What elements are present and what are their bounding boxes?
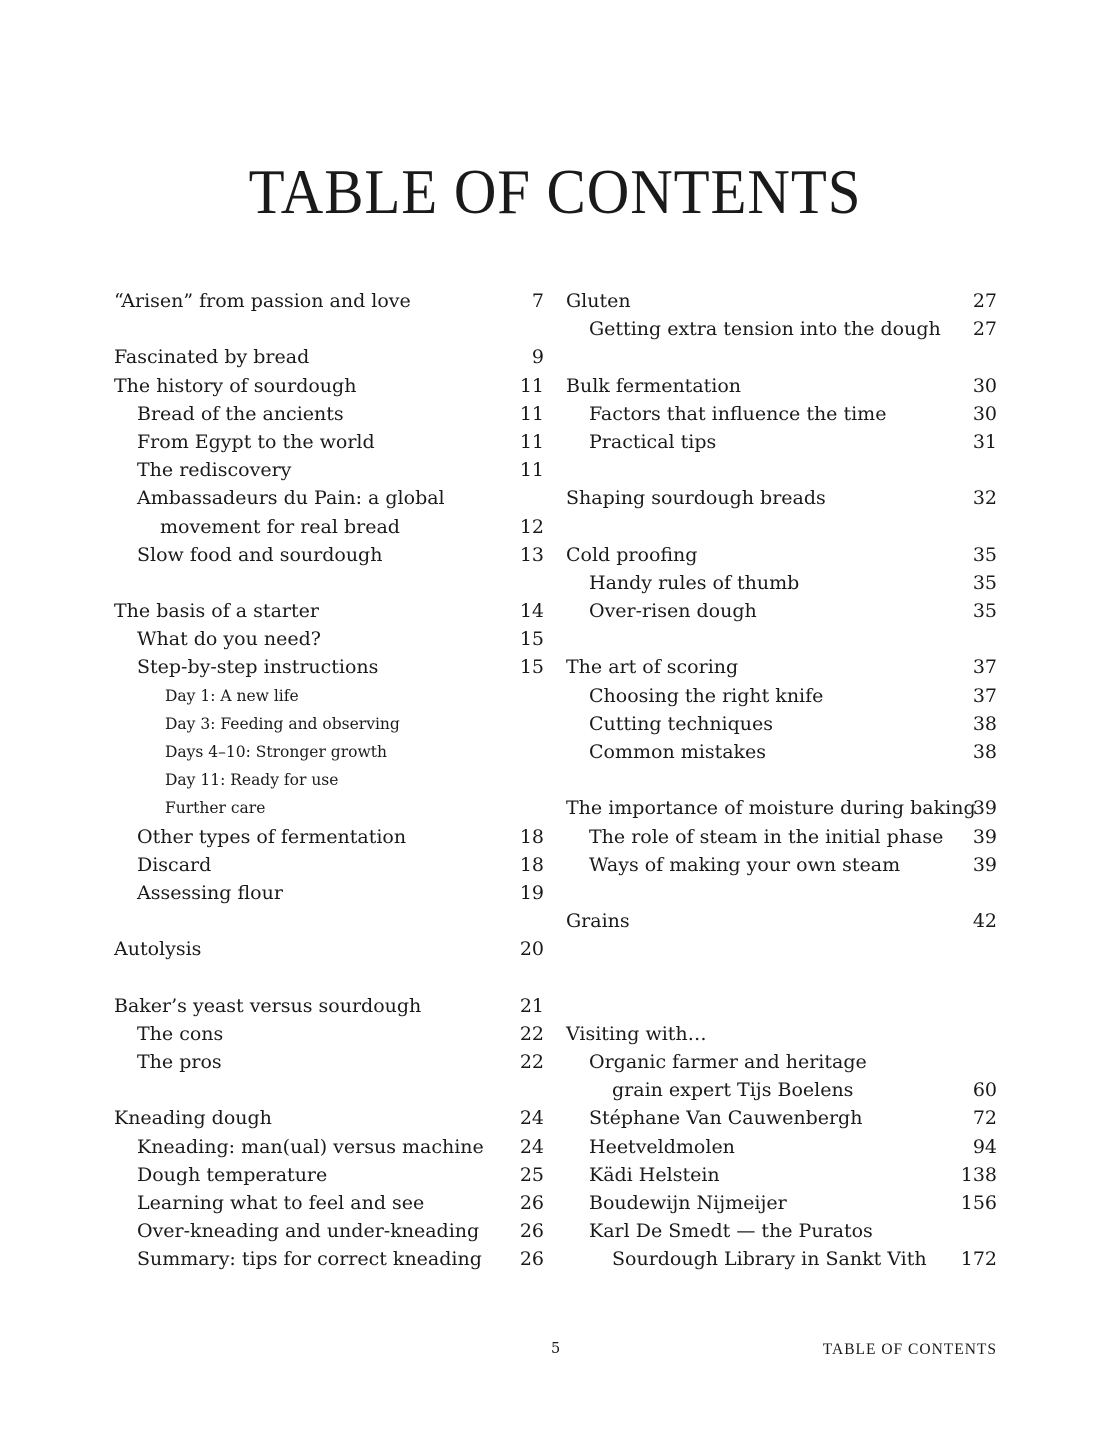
toc-entry-label: The art of scoring: [566, 656, 739, 679]
page-title: TABLE OF CONTENTS: [248, 155, 862, 227]
toc-spacer: [566, 513, 997, 541]
toc-entry: [114, 597, 544, 625]
toc-entry-label: Autolysis: [114, 938, 202, 961]
toc-entry-label: Ways of making your own steam: [589, 853, 901, 876]
toc-right-column: [566, 287, 997, 1274]
toc-spacer: [566, 964, 997, 992]
toc-entry: [566, 287, 997, 315]
toc-entry-page: 18: [519, 825, 544, 848]
toc-entry-page: 22: [519, 1022, 544, 1045]
toc-entry-label: Learning what to feel and see: [137, 1192, 425, 1214]
toc-entry-label: The history of sourdough: [114, 374, 357, 397]
toc-entry-label: Day 1: A new life: [165, 686, 299, 705]
toc-spacer: [114, 1076, 544, 1104]
toc-entry-label: Assessing flour: [137, 881, 283, 904]
toc-entry-label: Over-kneading and under-kneading: [137, 1220, 480, 1243]
toc-spacer: [566, 992, 997, 1020]
toc-entry: [566, 428, 997, 456]
toc-entry-page: 94: [972, 1135, 997, 1158]
toc-entry-page: 38: [972, 741, 997, 763]
footer-running-title: TABLE OF CONTENTS: [822, 1341, 997, 1358]
toc-entry: [114, 1104, 544, 1132]
toc-entry: [114, 1020, 544, 1048]
toc-entry-page: 72: [972, 1107, 997, 1130]
toc-entry-label: The importance of moisture during baking: [566, 797, 976, 820]
toc-entry: [114, 992, 544, 1020]
toc-entry: [114, 653, 544, 681]
toc-entry-label: Dough temperature: [137, 1163, 328, 1186]
toc-entry: [114, 851, 544, 879]
toc-entry: [566, 484, 997, 512]
toc-entry-page: 26: [519, 1192, 544, 1214]
toc-entry: [566, 1189, 997, 1217]
toc-entry-page: 156: [960, 1192, 997, 1214]
toc-entry: [114, 1189, 544, 1217]
toc-entry-label: Summary: tips for correct kneading: [137, 1248, 482, 1271]
toc-entry-label: Stéphane Van Cauwenbergh: [589, 1107, 863, 1130]
toc-entry: [566, 315, 997, 343]
toc-entry-label: Heetveldmolen: [589, 1135, 735, 1158]
toc-left-column: [114, 287, 544, 1274]
toc-entry: [114, 794, 544, 822]
toc-entry-label: The basis of a starter: [114, 600, 319, 623]
toc-entry: [114, 541, 544, 569]
toc-entry: [566, 738, 997, 766]
toc-entry: [566, 1020, 997, 1048]
toc-spacer: [114, 569, 544, 597]
toc-entry-label: Kneading dough: [114, 1107, 272, 1130]
toc-entry-label: movement for real bread: [160, 515, 400, 538]
toc-entry-page: 39: [972, 797, 997, 820]
toc-entry: [566, 682, 997, 710]
toc-entry: [114, 879, 544, 907]
toc-entry-label: Step-by-step instructions: [137, 656, 379, 679]
toc-entry-label: Common mistakes: [589, 741, 767, 763]
toc-entry-label: Slow food and sourdough: [137, 543, 383, 566]
toc-entry-page: 138: [960, 1163, 997, 1186]
footer-page-number: 5: [551, 1341, 561, 1357]
toc-entry-label: From Egypt to the world: [137, 430, 375, 453]
toc-entry-label: Baker’s yeast versus sourdough: [114, 994, 422, 1017]
toc-entry-label: The cons: [137, 1022, 224, 1045]
toc-entry-label: Handy rules of thumb: [589, 571, 800, 594]
toc-entry: [114, 738, 544, 766]
toc-entry: [566, 1161, 997, 1189]
toc-entry: [566, 400, 997, 428]
toc-entry-page: 24: [519, 1107, 544, 1130]
toc-entry-label: Sourdough Library in Sankt Vith: [612, 1248, 927, 1271]
toc-entry-page: 42: [972, 910, 997, 933]
toc-entry: [566, 1245, 997, 1273]
toc-entry: [114, 1048, 544, 1076]
toc-entry-page: 7: [531, 290, 544, 312]
toc-entry: [114, 766, 544, 794]
toc-entry-label: grain expert Tijs Boelens: [612, 1079, 854, 1102]
toc-entry-label: Grains: [566, 910, 630, 933]
toc-entry: [566, 907, 997, 935]
toc-entry-label: The role of steam in the initial phase: [589, 825, 944, 848]
toc-entry-label: Other types of fermentation: [137, 825, 407, 848]
toc-entry: [114, 1133, 544, 1161]
toc-entry-label: Cold proofing: [566, 543, 698, 566]
toc-entry: [114, 400, 544, 428]
toc-entry-page: 60: [972, 1079, 997, 1102]
toc-entry-label: Over-risen dough: [589, 600, 757, 623]
toc-spacer: [114, 315, 544, 343]
toc-entry: [114, 935, 544, 963]
toc-entry-label: Bread of the ancients: [137, 402, 344, 425]
toc-entry: [566, 1048, 997, 1076]
toc-spacer: [566, 456, 997, 484]
toc-entry: [114, 456, 544, 484]
toc-entry-page: 22: [519, 1051, 544, 1074]
toc-entry-label: Discard: [137, 853, 212, 876]
toc-entry-page: 26: [519, 1248, 544, 1271]
toc-entry-label: What do you need?: [137, 628, 321, 651]
toc-entry-page: 35: [972, 543, 997, 566]
toc-entry-page: 11: [519, 374, 544, 397]
toc-entry-label: Factors that influence the time: [589, 402, 887, 425]
toc-entry: [566, 823, 997, 851]
toc-entry-page: 15: [519, 628, 544, 651]
toc-entry-label: Organic farmer and heritage: [589, 1051, 867, 1074]
toc-entry-page: 37: [972, 656, 997, 679]
toc-entry-label: Day 3: Feeding and observing: [165, 714, 400, 733]
toc-entry-page: 24: [519, 1135, 544, 1158]
toc-spacer: [566, 766, 997, 794]
toc-entry: [114, 1161, 544, 1189]
toc-entry-page: 27: [972, 318, 997, 341]
toc-entry-page: 39: [972, 853, 997, 876]
toc-entry-label: Choosing the right knife: [589, 684, 824, 707]
toc-entry-label: Further care: [165, 799, 266, 818]
toc-entry-page: 35: [972, 571, 997, 594]
toc-entry: [114, 625, 544, 653]
toc-spacer: [566, 343, 997, 371]
toc-entry: [114, 513, 544, 541]
toc-entry-page: 32: [972, 487, 997, 510]
toc-spacer: [566, 625, 997, 653]
toc-entry-label: Karl De Smedt — the Puratos: [589, 1220, 873, 1243]
toc-entry-page: 12: [519, 515, 544, 538]
toc-entry-label: Shaping sourdough breads: [566, 487, 826, 510]
toc-entry-page: 27: [972, 290, 997, 312]
toc-entry: [566, 541, 997, 569]
toc-entry: [114, 710, 544, 738]
toc-entry-page: 39: [972, 825, 997, 848]
toc-entry-label: The pros: [137, 1051, 222, 1074]
toc-entry-page: 26: [519, 1220, 544, 1243]
toc-entry-page: 30: [972, 374, 997, 397]
toc-entry: [114, 343, 544, 371]
toc-entry-page: 35: [972, 600, 997, 623]
toc-entry: [114, 682, 544, 710]
toc-entry: [114, 484, 544, 512]
toc-entry: [566, 1104, 997, 1132]
toc-entry-label: Practical tips: [589, 430, 717, 453]
toc-entry-label: Boudewijn Nijmeijer: [589, 1192, 787, 1214]
toc-entry-label: “Arisen” from passion and love: [114, 290, 411, 312]
toc-entry: [566, 794, 997, 822]
toc-entry-label: Kädi Helstein: [589, 1163, 720, 1186]
toc-entry: [566, 1133, 997, 1161]
toc-entry-page: 15: [519, 656, 544, 679]
toc-entry: [566, 851, 997, 879]
toc-entry: [566, 372, 997, 400]
toc-entry-page: 18: [519, 853, 544, 876]
toc-entry: [114, 372, 544, 400]
toc-entry: [114, 1245, 544, 1273]
toc-entry-page: 20: [519, 938, 544, 961]
toc-entry: [566, 653, 997, 681]
toc-entry: [566, 1217, 997, 1245]
toc-entry-page: 21: [519, 994, 544, 1017]
toc-entry-page: 14: [519, 600, 544, 623]
toc-entry-page: 11: [519, 459, 544, 482]
toc-entry-label: Cutting techniques: [589, 712, 774, 735]
toc-entry-page: 30: [972, 402, 997, 425]
toc-entry-label: The rediscovery: [137, 459, 292, 482]
toc-entry-page: 37: [972, 684, 997, 707]
toc-entry: [566, 1076, 997, 1104]
toc-entry: [566, 569, 997, 597]
toc-spacer: [566, 879, 997, 907]
toc-entry-label: Gluten: [566, 290, 631, 312]
toc-entry-label: Days 4–10: Stronger growth: [165, 743, 387, 761]
toc-spacer: [114, 964, 544, 992]
toc-entry-page: 9: [531, 346, 544, 369]
toc-entry-page: 172: [960, 1248, 997, 1271]
toc-entry: [566, 597, 997, 625]
toc-entry-label: Ambassadeurs du Pain: a global: [137, 487, 445, 510]
toc-entry-page: 19: [519, 881, 544, 904]
toc-entry-page: 38: [972, 712, 997, 735]
toc-entry-page: 25: [519, 1163, 544, 1186]
toc-entry-page: 11: [519, 430, 544, 453]
toc-entry-page: 13: [519, 543, 544, 566]
toc-entry: [566, 710, 997, 738]
toc-spacer: [566, 935, 997, 963]
toc-entry-label: Visiting with…: [566, 1022, 707, 1045]
toc-entry-label: Kneading: man(ual) versus machine: [137, 1135, 484, 1158]
toc-entry-label: Getting extra tension into the dough: [589, 318, 941, 341]
toc-spacer: [114, 907, 544, 935]
toc-entry: [114, 287, 544, 315]
toc-entry-label: Fascinated by bread: [114, 346, 310, 369]
toc-entry-label: Day 11: Ready for use: [165, 771, 339, 790]
toc-entry: [114, 823, 544, 851]
toc-entry: [114, 1217, 544, 1245]
toc-entry: [114, 428, 544, 456]
toc-entry-page: 11: [519, 402, 544, 425]
toc-entry-label: Bulk fermentation: [566, 374, 742, 397]
toc-entry-page: 31: [972, 430, 997, 453]
